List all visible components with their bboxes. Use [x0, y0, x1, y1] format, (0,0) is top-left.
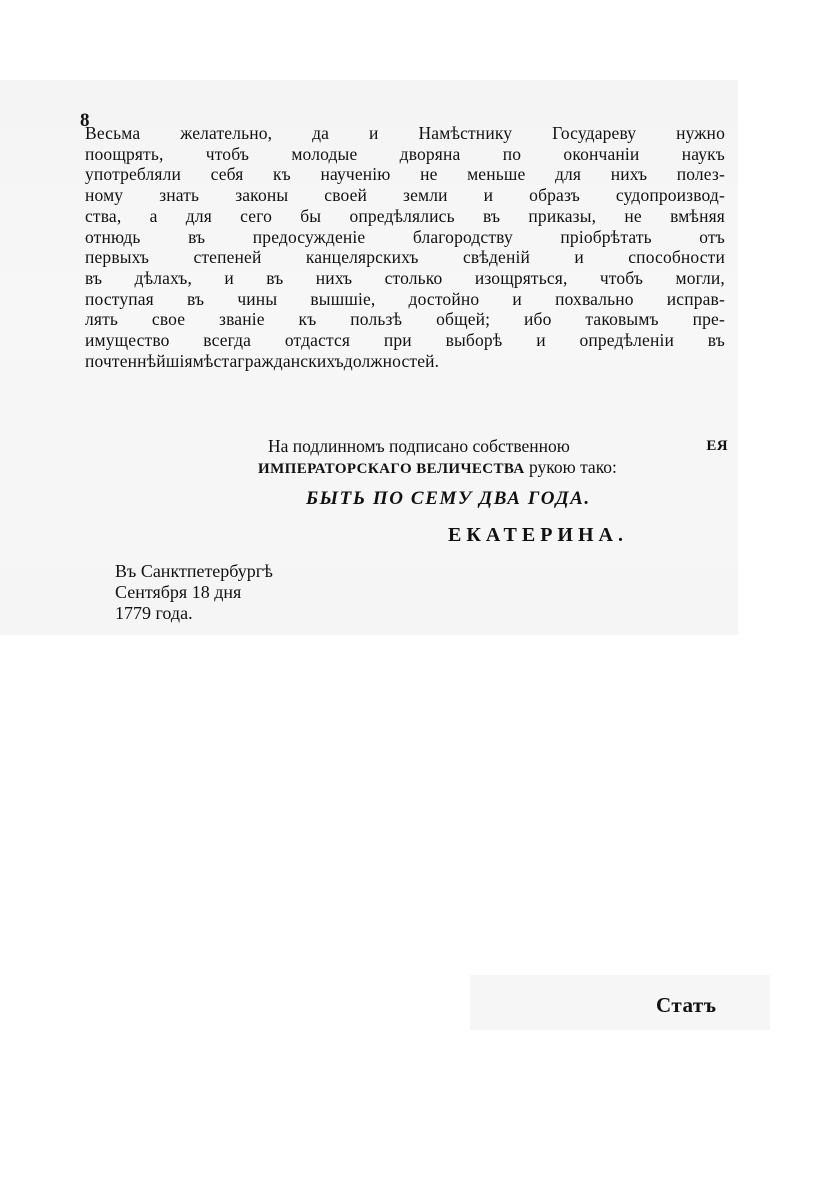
- body-word: вмѣняя: [670, 205, 725, 226]
- body-line: [85, 144, 725, 165]
- body-word: нихъ: [315, 267, 353, 288]
- body-word: для: [185, 205, 212, 226]
- body-word: въ: [266, 267, 284, 288]
- body-word: знать: [159, 185, 200, 206]
- body-word: первыхъ: [85, 247, 150, 268]
- body-word: наученiю: [320, 164, 391, 185]
- scan-background-footer: [470, 975, 770, 1030]
- body-word: лять: [85, 309, 119, 330]
- body-word: бы: [300, 205, 322, 226]
- body-word: отнюдь: [85, 226, 141, 247]
- body-word: въ: [85, 267, 103, 288]
- body-word: къ: [273, 164, 291, 185]
- body-word: столько: [384, 267, 443, 288]
- dateline-day: Сентября 18 дня: [115, 582, 242, 602]
- signed-note: [258, 436, 728, 480]
- body-line: [85, 185, 725, 206]
- body-word: при: [383, 330, 412, 351]
- body-word: не: [420, 164, 438, 185]
- body-word: меньше: [467, 164, 526, 185]
- body-word: имущество: [85, 330, 170, 351]
- body-line: [85, 227, 725, 248]
- body-word: свѣденiй: [463, 247, 530, 268]
- body-line: [85, 247, 725, 268]
- body-word: мѣста: [192, 350, 238, 371]
- body-word: похвально: [555, 288, 634, 309]
- body-line: [85, 164, 725, 185]
- body-word: и: [369, 123, 379, 143]
- body-word: въ: [187, 288, 205, 309]
- body-word: Государеву: [552, 123, 637, 143]
- body-word: пользѣ: [350, 309, 403, 330]
- body-word: поощрять,: [85, 143, 164, 164]
- body-line: [85, 123, 725, 144]
- body-word: законы: [235, 185, 289, 206]
- body-word: ства,: [85, 205, 122, 226]
- body-word: и: [512, 288, 522, 309]
- body-word: дѣлахъ,: [134, 267, 193, 288]
- body-word: нихъ: [610, 164, 648, 185]
- body-word: чтобъ: [599, 267, 644, 288]
- body-word: и: [224, 267, 234, 288]
- page-number: 8: [80, 110, 90, 131]
- body-word: прiобрѣтать: [560, 226, 652, 247]
- signed-note-text: рукою тако:: [528, 457, 617, 477]
- imperial-resolution: БЫТЬ ПО СЕМУ ДВА ГОДА.: [306, 488, 591, 509]
- body-line: [85, 289, 725, 310]
- body-word: чины: [237, 288, 278, 309]
- body-word: себя: [210, 164, 244, 185]
- body-word: могли,: [675, 267, 725, 288]
- signature: ЕКАТЕРИНА.: [448, 524, 628, 546]
- body-word: для: [554, 164, 582, 185]
- body-word: судопроизвод-: [615, 185, 725, 206]
- body-word: опредѣленiи: [579, 330, 675, 351]
- body-word: и: [574, 247, 584, 268]
- body-word: сего: [240, 205, 272, 226]
- body-line: [85, 268, 725, 289]
- body-word: предосужденiе: [252, 226, 366, 247]
- body-word: вышшiе,: [310, 288, 376, 309]
- body-word: поступая: [85, 288, 154, 309]
- body-word: опредѣлялись: [349, 205, 455, 226]
- body-line: [85, 330, 725, 351]
- body-word: желательно,: [180, 123, 273, 143]
- dateline-year: 1779 года.: [115, 603, 193, 623]
- body-paragraph: [85, 123, 725, 371]
- body-word: въ: [707, 330, 725, 351]
- signed-note-line-1: [258, 436, 728, 457]
- body-word: таковымъ: [585, 309, 659, 330]
- body-line: [85, 206, 725, 227]
- body-word: степеней: [193, 247, 262, 268]
- body-word: и: [536, 330, 546, 351]
- body-word: не: [624, 205, 642, 226]
- body-word: благородству: [412, 226, 513, 247]
- body-word: полез-: [676, 164, 725, 185]
- body-word: отъ: [699, 226, 725, 247]
- body-word: достойно: [408, 288, 480, 309]
- body-word: общей;: [436, 309, 491, 330]
- body-word: къ: [298, 309, 317, 330]
- body-word: своей: [324, 185, 368, 206]
- body-word: способности: [628, 247, 725, 268]
- body-word: отдастся: [284, 330, 351, 351]
- body-word: образъ: [529, 185, 580, 206]
- body-word: изощряться,: [474, 267, 568, 288]
- body-word: по: [502, 143, 522, 164]
- signed-note-caps: ИМПЕРАТОРСКАГО ВЕЛИЧЕСТВА: [258, 461, 525, 477]
- body-line: [85, 309, 725, 330]
- body-word: въ: [188, 226, 206, 247]
- signed-note-text: На подлинномъ подписано собственною: [268, 436, 570, 456]
- body-word: Весьма: [85, 123, 141, 143]
- body-word: и: [483, 185, 494, 206]
- body-word: наукъ: [681, 143, 725, 164]
- body-word: Намѣстнику: [418, 123, 513, 143]
- body-word: почтеннѣйшiя: [85, 350, 193, 371]
- body-word: ибо: [524, 309, 552, 330]
- body-word: а: [149, 205, 158, 226]
- body-word: окончанiи: [563, 143, 640, 164]
- body-word: земли: [403, 185, 448, 206]
- body-word: всегда: [203, 330, 252, 351]
- dateline-place: Въ Санктпетербургѣ: [115, 561, 273, 581]
- body-word: выборѣ: [445, 330, 503, 351]
- body-word: въ: [482, 205, 501, 226]
- body-word: канцелярскихъ: [305, 247, 419, 268]
- body-word: должностей.: [343, 350, 440, 371]
- body-word: да: [312, 123, 330, 143]
- body-word: чтобъ: [205, 143, 250, 164]
- signed-note-line-2: [258, 457, 728, 480]
- body-word: исправ-: [666, 288, 725, 309]
- body-word: употребляли: [85, 164, 182, 185]
- body-word: нужно: [676, 123, 725, 143]
- catchword: Статъ: [656, 993, 717, 1017]
- body-word: приказы,: [528, 205, 597, 226]
- signed-note-caps: ЕЯ: [706, 438, 728, 454]
- body-word: гражданскихъ: [237, 350, 344, 371]
- body-word: пре-: [692, 309, 725, 330]
- body-word: свое: [151, 309, 186, 330]
- body-word: ному: [85, 185, 124, 206]
- body-word: званiе: [219, 309, 265, 330]
- body-word: молодые: [291, 143, 358, 164]
- body-line: [85, 351, 725, 372]
- body-word: дворяна: [399, 143, 461, 164]
- dateline: [115, 561, 273, 624]
